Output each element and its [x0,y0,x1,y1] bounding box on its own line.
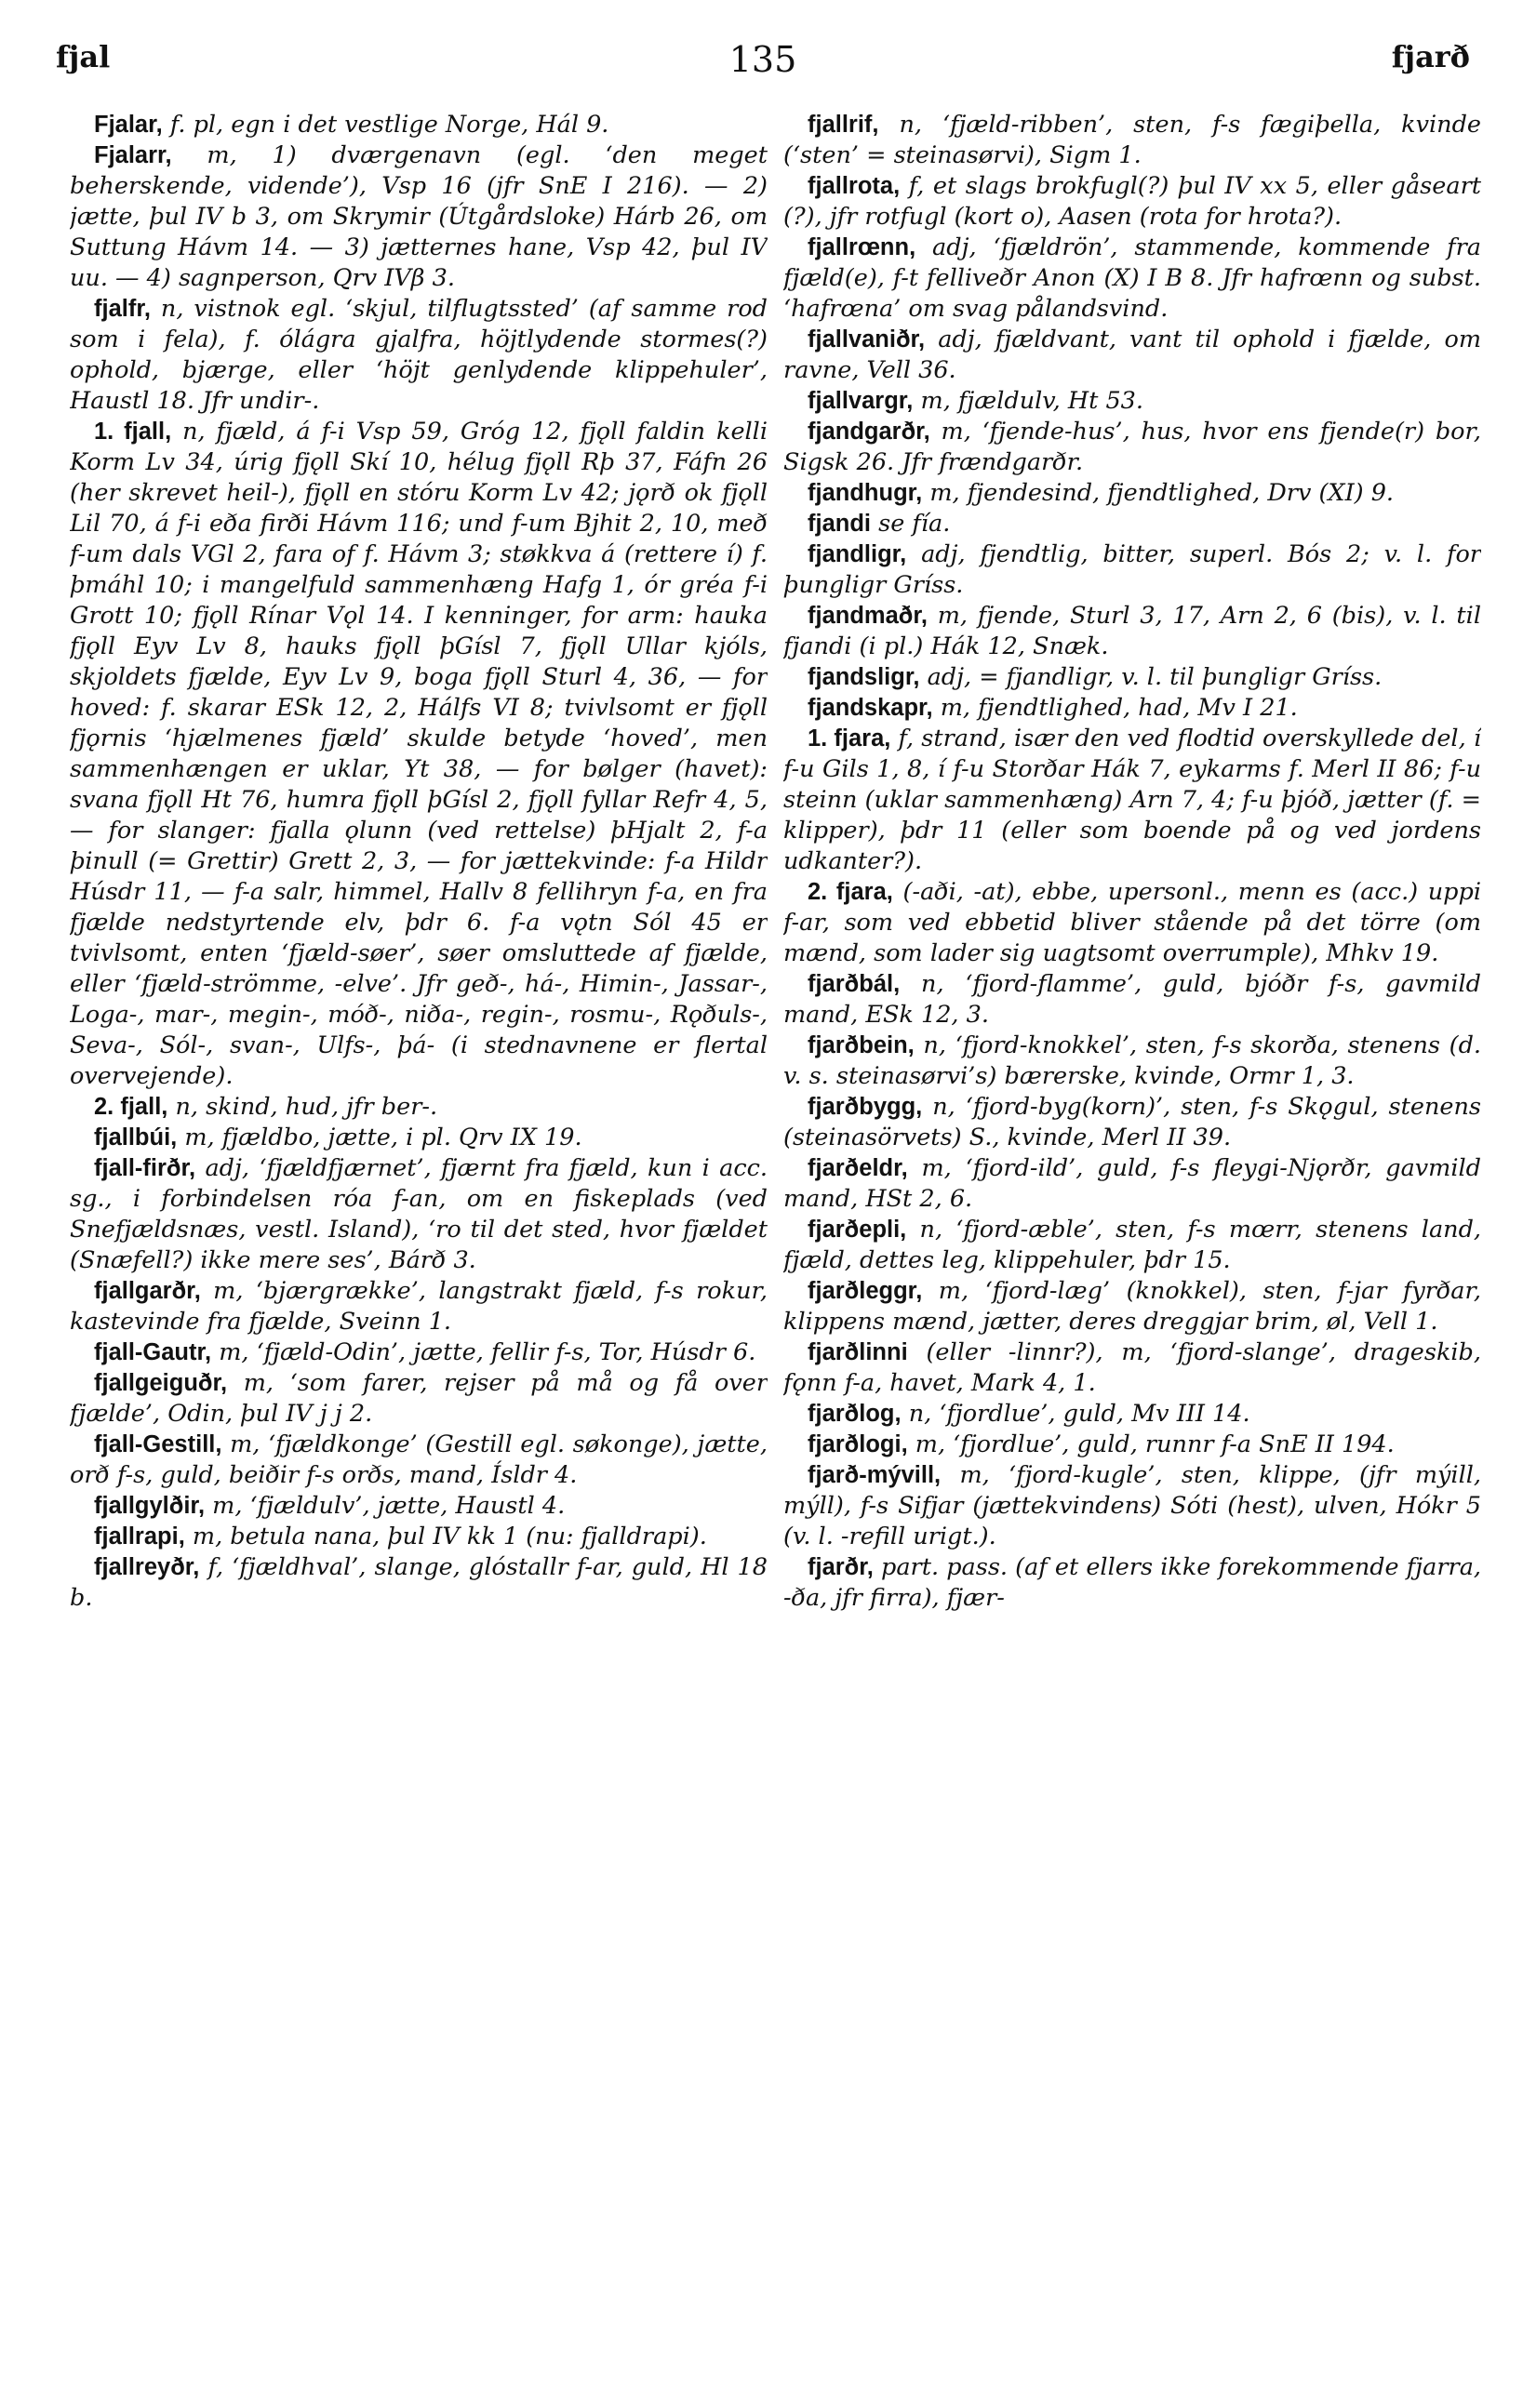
entry-headword: fjall-firðr, [94,1155,196,1181]
entry-body: m, ‘fjord-ild’, guld, f-s fleygi-Njǫrðr, gavmild mand, HSt 2, 6. [783,1154,1481,1213]
dictionary-entry [783,325,1481,386]
entry-body: m, fjældulv, Ht 53. [920,387,1144,415]
entry-headword: fjallgarðr, [94,1278,201,1304]
entry-body: part. pass. (af et ellers ikke forekommende fjarra, -ða, jfr firra), fjær- [783,1553,1481,1612]
dictionary-entry [783,1031,1481,1092]
entry-headword: fjallvaniðr, [808,326,926,353]
dictionary-entry [70,1276,768,1337]
entry-body: n, vistnok egl. ‘skjul, tilflugtssted’ (af samme rod som i fela), f. ólágra gjalfra, höjtlydende stormes(?) ophold, bjærge, eller ‘höjt genlydende klippehuler’, Haustl 18. Jfr undir-. [70,295,768,415]
entry-body: n, ‘fjordlue’, guld, Mv III 14. [908,1400,1250,1428]
dictionary-entry [70,1491,768,1522]
entry-headword: fjarð-mývill, [808,1462,942,1488]
entry-body: m, ‘fjord-kugle’, sten, klippe, (jfr mýill, mýll), f-s Sifjar (jættekvindens) Sóti (hest), ulven, Hókr 5 (v. l. -refill urigt.). [783,1461,1481,1550]
entry-headword: fjarðlinni [808,1339,908,1365]
entry-body: adj, fjældvant, vant til ophold i fjælde, om ravne, Vell 36. [783,326,1481,384]
dictionary-entry [783,662,1481,693]
dictionary-entry [783,110,1481,171]
dictionary-entry [70,1522,768,1552]
entry-headword: 2. fjall, [94,1094,168,1120]
entry-body: n, skind, hud, jfr ber-. [175,1093,438,1121]
dictionary-entry [70,140,768,294]
entry-headword: fjallgeiguðr, [94,1370,228,1396]
dictionary-entry [783,693,1481,724]
dictionary-entry [70,417,768,1092]
entry-headword: fjallreyðr, [94,1554,200,1580]
dictionary-entry [783,1153,1481,1215]
entry-headword: fjarðlogi, [808,1431,908,1457]
entry-body: (eller -linnr?), m, ‘fjord-slange’, drageskib, fǫnn f-a, havet, Mark 4, 1. [783,1338,1481,1397]
entry-headword: fjarðbygg, [808,1094,923,1120]
entry-headword: fjarðeldr, [808,1155,908,1181]
entry-headword: fjallrota, [808,173,901,199]
dictionary-entry [783,1215,1481,1276]
entry-headword: fjarðbein, [808,1032,915,1058]
entry-headword: fjandmaðr, [808,603,928,629]
entry-body: m, ‘fjordlue’, guld, runnr f-a SnE II 194. [915,1430,1395,1458]
dictionary-entry [70,1337,768,1368]
entry-headword: fjall-Gautr, [94,1339,212,1365]
entry-headword: fjallrœnn, [808,234,916,260]
entry-headword: fjandsligr, [808,664,920,690]
dictionary-entry [783,171,1481,233]
entry-body: f, ‘fjældhval’, slange, glóstallr f-ar, guld, Hl 18 b. [70,1553,768,1612]
entry-body: adj, fjendtlig, bitter, superl. Bós 2; v. l. for þungligr Gríss. [783,540,1481,599]
dictionary-entry [70,1123,768,1153]
entry-body: adj, = fjandligr, v. l. til þungligr Gríss. [927,663,1383,691]
entry-body: f, strand, især den ved flodtid overskyllede del, í f-u Gils 1, 8, í f-u Storðar Hák 7, eykarms f. Merl II 86; f-u steinn (uklar sammenhæng) Arn 7, 4; f-u þjóð, jætter (f. = klipper), þdr 11 (eller som boende på og ved jordens udkanter?). [783,725,1481,875]
entry-headword: fjallgylðir, [94,1493,206,1519]
dictionary-entry [783,1430,1481,1460]
dictionary-entry [783,417,1481,478]
page-header [56,39,1470,95]
right-column [783,110,1481,2379]
entry-headword: fjandhugr, [808,480,923,506]
dictionary-entry [783,877,1481,969]
entry-body: n, ‘fjæld-ribben’, sten, f-s fægiþella, kvinde (‘sten’ = steinasørvi), Sigm 1. [783,111,1481,169]
entry-body: m, ‘som farer, rejser på må og få over fjælde’, Odin, þul IV j j 2. [70,1369,768,1428]
entry-headword: fjandi [808,511,871,537]
header-right-guideword: fjarð [1391,39,1470,74]
entry-body: m, ‘bjærgrække’, langstrakt fjæld, f-s rokur, kastevinde fra fjælde, Sveinn 1. [70,1277,768,1336]
entry-body: n, ‘fjord-knokkel’, sten, f-s skorða, stenens (d. v. s. steinasørvi’s) bærerske, kvinde, Ormr 1, 3. [783,1031,1481,1090]
page-number: 135 [728,39,797,80]
entry-headword: fjallvargr, [808,388,914,414]
entry-headword: Fjalar, [94,112,163,138]
entry-body: n, fjæld, á f-i Vsp 59, Gróg 12, fjǫll faldin kelli Korm Lv 34, úrig fjǫll Skí 10, hélug fjǫll Rþ 37, Fáfn 26 (her skrevet heil-), fjǫll en stóru Korm Lv 42; jǫrð ok fjǫll Lil 70, á f-i eða firði Hávm 116; und f-um Bjhit 2, 10, með f-um dals VGl 2, fara of f. Hávm 3; støkkva á (rettere í) f. þmáhl 10; i mangelfuld sammenhæng Hafg 1, ór gréa f-i Grott 10; fjǫll Rínar Vǫl 14. I kenninger, for arm: hauka fjǫll Eyv Lv 8, hauks fjǫll þGísl 7, fjǫll Ullar kjóls, skjoldets fjælde, Eyv Lv 9, boga fjǫll Sturl 4, 36, — for hoved: f. skarar ESk 12, 2, Hálfs VI 8; tvivlsomt er fjǫll fjǫrnis ‘hjælmenes fjæld’ skulde betyde ‘hoved’, men sammenhængen er uklar, Yt 38, — for bølger (havet): svana fjǫll Ht 76, humra fjǫll þGísl 2, fjǫll fyllar Refr 4, 5, — for slanger: fjalla ǫlunn (ved rettelse) þHjalt 2, f-a þinull (= Grettir) Grett 2, 3, — for jættekvinde: f-a Hildr Húsdr 11, — f-a salr, himmel, Hallv 8 fellihryn f-a, en fra fjælde nedstyrtende elv, þdr 6. f-a vǫtn Sól 45 er tvivlsomt, enten ‘fjæld-søer’, søer omsluttede af fjælde, eller ‘fjæld-strömme, -elve’. Jfr geð-, há-, Himin-, Jassar-, Loga-, mar-, megin-, móð-, niða-, regin-, rosmu-, Rǫðuls-, Seva-, Sól-, svan-, Ulfs-, þá- (i stednavnene er flertal overvejende). [70,418,768,1090]
entry-body: m, ‘fjældkonge’ (Gestill egl. søkonge), jætte, orð f-s, guld, beiðir f-s orðs, mand, Ísldr 4. [70,1430,768,1489]
dictionary-entry [783,1337,1481,1399]
entry-body: m, ‘fjord-læg’ (knokkel), sten, f-jar fyrðar, klippens mænd, jætter, deres dreggjar brim, øl, Vell 1. [783,1277,1481,1336]
entry-headword: fjarðbál, [808,971,901,997]
entry-body: f. pl, egn i det vestlige Norge, Hál 9. [169,111,609,139]
entry-headword: fjalfr, [94,296,151,322]
entry-headword: fjandligr, [808,541,907,567]
dictionary-entry [783,1399,1481,1430]
dictionary-entry [70,1153,768,1276]
dictionary-entry [70,1430,768,1491]
entry-body: n, ‘fjord-flamme’, guld, bjóðr f-s, gavmild mand, ESk 12, 3. [783,970,1481,1029]
dictionary-entry [783,969,1481,1031]
entry-body: m, fjældbo, jætte, i pl. Qrv IX 19. [184,1124,582,1151]
entry-headword: fjall-Gestill, [94,1431,222,1457]
header-left-guideword: fjal [56,39,111,74]
dictionary-entry [783,1092,1481,1153]
dictionary-entry [70,1368,768,1430]
dictionary-entry [783,539,1481,601]
dictionary-entry [783,724,1481,877]
entry-body: m, fjende, Sturl 3, 17, Arn 2, 6 (bis), v. l. til fjandi (i pl.) Hák 12, Snæk. [783,602,1481,660]
entry-body: n, ‘fjord-byg(korn)’, sten, f-s Skǫgul, stenens (steinasörvets) S., kvinde, Merl II 39. [783,1093,1481,1151]
entry-headword: fjandgarðr, [808,419,930,445]
dictionary-entry [783,1276,1481,1337]
dictionary-entry [783,478,1481,509]
dictionary-entry [70,1092,768,1123]
entry-body: m, fjendtlighed, had, Mv I 21. [940,694,1298,722]
dictionary-entry [70,1552,768,1614]
entry-body: m, betula nana, þul IV kk 1 (nu: fjalldrapi). [192,1523,707,1550]
entry-headword: fjarðleggr, [808,1278,923,1304]
entry-body: m, 1) dværgenavn (egl. ‘den meget beherskende, vidende’), Vsp 16 (jfr SnE I 216). — 2) jætte, þul IV b 3, om Skrymir (Útgårdsloke) Hárb 26, om Suttung Hávm 14. — 3) jætternes hane, Vsp 42, þul IV uu. — 4) sagnperson, Qrv IVβ 3. [70,141,768,292]
dictionary-entry [783,386,1481,417]
dictionary-entry [783,1460,1481,1552]
entry-headword: fjallbúi, [94,1124,178,1151]
entry-headword: 2. fjara, [808,879,893,905]
left-column [70,110,768,2379]
entry-body: m, ‘fjende-hus’, hus, hvor ens fjende(r) bor, Sigsk 26. Jfr frændgarðr. [783,418,1481,476]
entry-headword: fjarðlog, [808,1401,902,1427]
dictionary-entry [783,601,1481,662]
entry-body: m, ‘fjæld-Odin’, jætte, fellir f-s, Tor, Húsdr 6. [219,1338,756,1366]
entry-body: n, ‘fjord-æble’, sten, f-s mœrr, stenens land, fjæld, dettes leg, klippehuler, þdr 15. [783,1216,1481,1274]
dictionary-entry [783,509,1481,539]
entry-headword: fjallrif, [808,112,879,138]
dictionary-entry [70,110,768,140]
entry-headword: 1. fjall, [94,419,172,445]
entry-body: m, ‘fjældulv’, jætte, Haustl 4. [212,1492,566,1520]
entry-body: m, fjendesind, fjendtlighed, Drv (XI) 9. [929,479,1395,507]
entry-headword: fjarðr, [808,1554,874,1580]
entry-body: adj, ‘fjældfjærnet’, fjærnt fra fjæld, kun i acc. sg., i forbindelsen róa f-an, om en fiskeplads (ved Snefjældsnæs, vestl. Island), ‘ro til det sted, hvor fjældet (Snæfell?) ikke mere ses’, Bárð 3. [70,1154,768,1274]
entry-headword: fjandskapr, [808,695,933,721]
entry-body: adj, ‘fjældrön’, stammende, kommende fra fjæld(e), f-t felliveðr Anon (X) I B 8. Jfr hafrœnn og subst. ‘hafrœna’ om svag pålandsvind. [783,233,1481,323]
dictionary-entry [70,294,768,417]
dictionary-entry [783,1552,1481,1614]
entry-body: se fía. [878,510,951,538]
entry-headword: fjallrapi, [94,1523,185,1550]
entry-headword: Fjalarr, [94,142,172,168]
entry-headword: 1. fjara, [808,725,891,752]
entry-body: f, et slags brokfugl(?) þul IV xx 5, eller gåseart (?), jfr rotfugl (kort o), Aasen (rota for hrota?). [783,172,1481,231]
dictionary-entry [783,233,1481,325]
entry-headword: fjarðepli, [808,1217,907,1243]
entry-body: (-aði, -at), ebbe, upersonl., menn es (acc.) uppi f-ar, som ved ebbetid bliver stående på det törre (om mænd, som lader sig uagtsomt overrumple), Mhkv 19. [783,878,1481,967]
